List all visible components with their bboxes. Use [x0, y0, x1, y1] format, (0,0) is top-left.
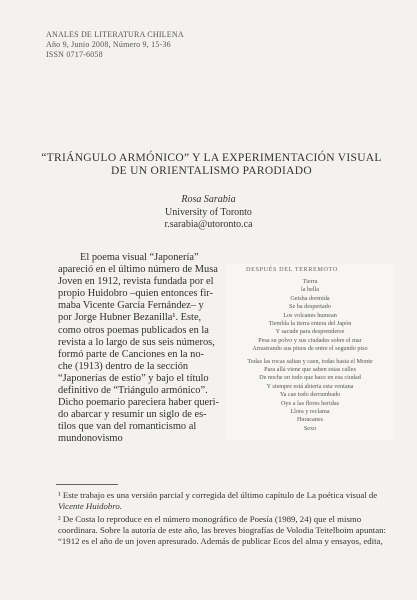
poem-line: Sexo	[303, 424, 317, 432]
author-name: Rosa Sarabia	[181, 194, 236, 205]
author-affiliation: University of Toronto	[165, 206, 252, 218]
footnote-line: ¹ Este trabajo es una versión parcial y corregida del último capítulo de La poética visual de	[58, 490, 378, 500]
article-title-line-1: “TRIÁNGULO ARMÓNICO” Y LA EXPERIMENTACIÓN VISUAL	[41, 152, 382, 164]
journal-issue: Año 9, Junio 2008, Número 9, 15-36	[46, 40, 171, 49]
journal-name: ANALES DE LITERATURA CHILENA	[46, 30, 184, 39]
body-line: El poema visual “Japonería”	[80, 252, 199, 263]
body-line: tilos que van del romanticismo al	[58, 421, 197, 433]
body-line: definitivo de “Triángulo armónico”.	[58, 385, 208, 397]
poem-line: Pesa su polvo y sus ciudades sobre el mar	[258, 336, 362, 344]
poem-line: Geisha dormida	[290, 294, 330, 302]
footnotes	[58, 490, 394, 549]
poem-line: Todas las rocas saltan y caen, todas hasta el Monte	[247, 357, 373, 365]
body-line: che (1913) dentro de la sección	[58, 360, 189, 372]
poem-line: Huracanes	[296, 416, 324, 424]
poem-line: Tiembla la tierra entera del Japón	[268, 320, 352, 327]
poem-line: Llora y reclama	[290, 408, 330, 415]
footnote-separator	[56, 484, 118, 485]
poem-line: la bella	[300, 286, 320, 294]
poem-line: Ya cae todo derrumbado	[279, 391, 341, 399]
body-line: maba Vicente García Fernández– y	[58, 300, 204, 312]
author-email: r.sarabia@utoronto.ca	[164, 219, 253, 230]
poem-line: Y siempre está abierta esta ventana	[266, 382, 354, 390]
footnote-line: coordinara. Sobre la autoría de este año, las breves biografías de Volodia Teitelboim apuntan:	[58, 525, 386, 535]
body-line: formó parte de Canciones en la no-	[58, 348, 204, 360]
journal-header	[46, 30, 184, 60]
body-line: revista a lo largo de sus seis números,	[58, 336, 215, 348]
article-title-line-2: DE UN ORIENTALISMO PARODIADO	[111, 165, 312, 177]
article-title	[40, 152, 383, 178]
poem-line: Tierra	[302, 278, 318, 285]
footnote-1	[58, 490, 394, 512]
footnote-line: ² De Costa lo reproduce en el número monográfico de Poesía (1989, 24) que el mismo	[58, 514, 362, 524]
body-line: Joven en 1912, revista fundada por el	[58, 276, 214, 288]
body-line: “Japonerías de estío” y bajo el título	[58, 372, 209, 384]
poem-line: De noche en todo que hace en esa ciudad	[259, 374, 361, 382]
body-line: mundonovismo	[58, 433, 123, 445]
poem-line: Se ha despertado	[289, 303, 331, 311]
body-line: propio Huidobro –quien entonces fir-	[58, 288, 214, 300]
poem-line: Arrastrando sus pinos de entre el segundo piso	[252, 345, 368, 353]
body-line: do abarcar y resumir un siglo de es-	[58, 409, 207, 421]
poem-line: Los volcanes humean	[283, 311, 337, 319]
poem-line: Y sacude para desprenderse	[275, 328, 345, 336]
journal-issn: ISSN 0717-6058	[46, 50, 103, 59]
body-line: como otros poemas publicados en la	[58, 324, 209, 336]
footnote-2	[58, 514, 394, 547]
body-line: por Jorge Hubner Bezanilla¹. Este,	[58, 312, 202, 324]
body-line: apareció en el último número de Musa	[58, 264, 218, 276]
author-block	[0, 194, 417, 232]
footnote-line: Vicente Huidobro.	[58, 501, 123, 511]
body-paragraph	[58, 252, 219, 446]
poem-figure	[226, 264, 394, 440]
footnote-line: “1912 es el año de un joven apresurado. Además de publicar Ecos del alma y ensayos, edita,	[58, 536, 383, 546]
poem-line: Oye a las flores heridas	[280, 399, 340, 407]
body-line: Dicho poemario pareciera haber queri-	[58, 397, 219, 409]
poem-line: Para allá viene que saben estas calles	[264, 366, 356, 373]
poem-heading: DESPUÉS DEL TERREMOTO	[246, 266, 338, 273]
